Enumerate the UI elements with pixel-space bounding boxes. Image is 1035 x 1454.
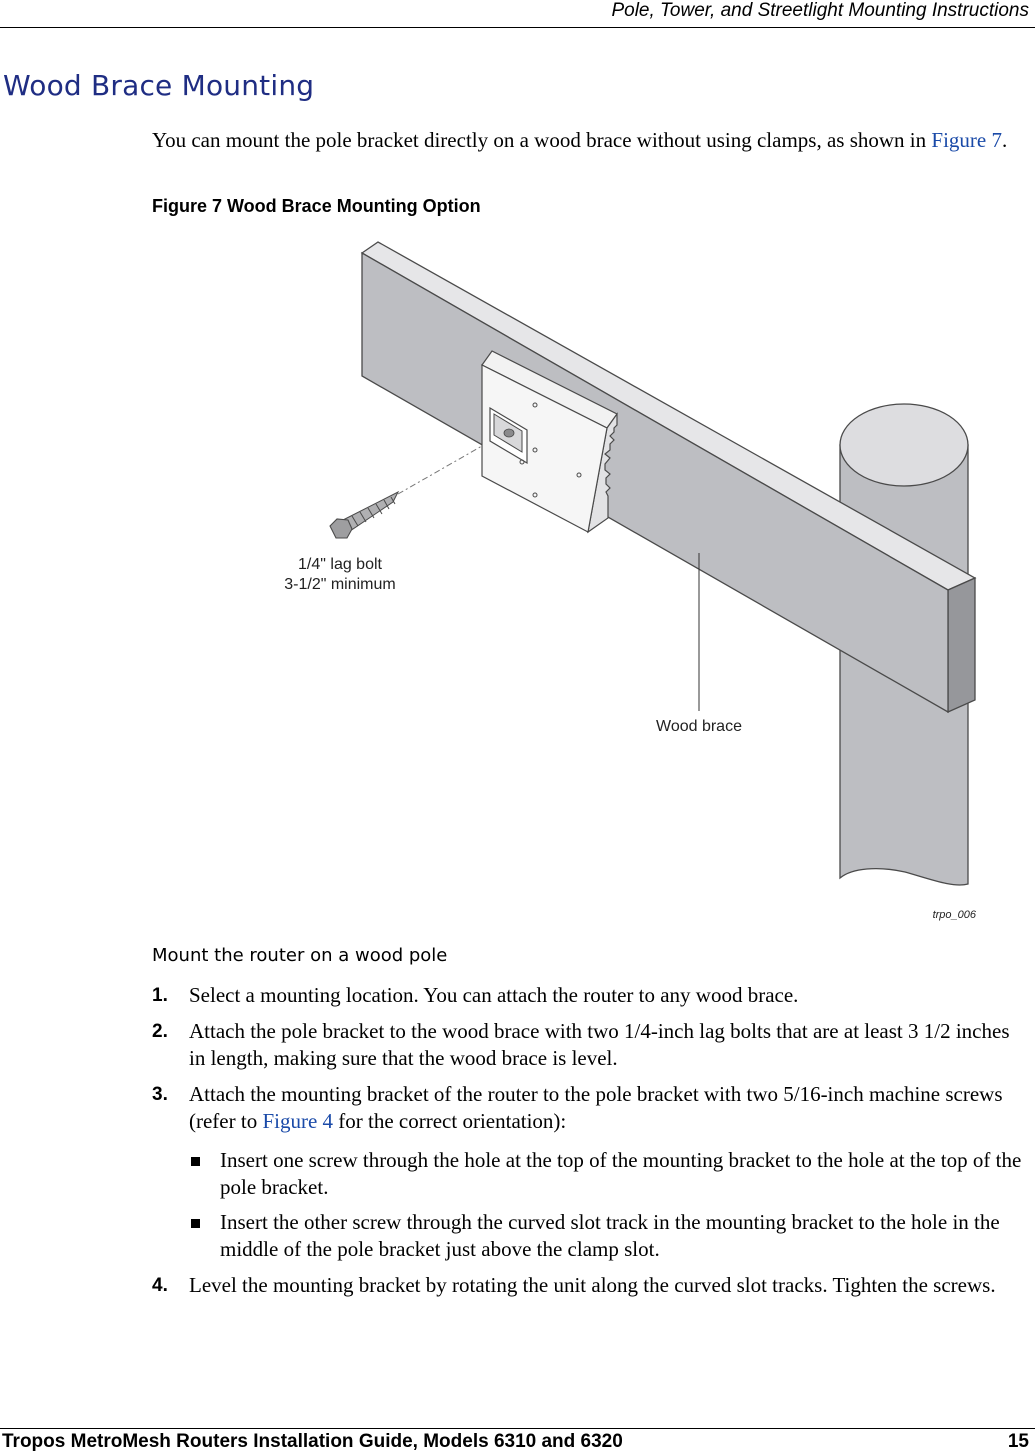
step-text-before: Attach the mounting bracket of the router to the pole bracket with two 5/16-inch machine screws (refer to xyxy=(189,1082,1003,1133)
figure-4-link[interactable]: Figure 4 xyxy=(262,1109,334,1133)
step-4 xyxy=(152,1272,1030,1299)
step-text: Level the mounting bracket by rotating the unit along the curved slot tracks. Tighten the screws. xyxy=(189,1273,996,1297)
bullet-text: Insert one screw through the hole at the top of the mounting bracket to the hole at the top of the pole bracket. xyxy=(220,1148,1022,1199)
bolt-label-line1: 1/4" lag bolt xyxy=(298,556,382,573)
bullet-item-1 xyxy=(189,1147,1031,1201)
step-3 xyxy=(152,1081,1030,1135)
bullet-item-2 xyxy=(189,1209,1031,1263)
step-number: 4. xyxy=(152,1275,168,1296)
intro-end: . xyxy=(1001,128,1008,152)
procedure-title: Mount the router on a wood pole xyxy=(152,945,448,966)
step-text xyxy=(189,1081,1030,1135)
page-number: 15 xyxy=(1007,1431,1029,1452)
intro-text: You can mount the pole bracket directly on a wood brace without using clamps, as shown in xyxy=(152,128,932,152)
wood-brace-label: Wood brace xyxy=(656,718,742,735)
step-2 xyxy=(152,1018,1030,1072)
step-number: 1. xyxy=(152,985,168,1006)
footer-title: Tropos MetroMesh Routers Installation Guide, Models 6310 and 6320 xyxy=(2,1431,623,1452)
step-text: Attach the pole bracket to the wood brace with two 1/4-inch lag bolts that are at least 3 1/2 inches in length, making sure that the wood brace is level. xyxy=(189,1019,1010,1070)
footer-rule xyxy=(0,1428,1035,1429)
running-header: Pole, Tower, and Streetlight Mounting Instructions xyxy=(611,0,1029,21)
step-text: Select a mounting location. You can attach the router to any wood brace. xyxy=(189,983,799,1007)
section-title: Wood Brace Mounting xyxy=(3,69,315,102)
figure-7-link[interactable]: Figure 7 xyxy=(931,128,1002,152)
square-bullet-icon xyxy=(191,1157,200,1166)
step-number: 3. xyxy=(152,1084,168,1105)
lag-bolt xyxy=(330,446,482,538)
figure-caption: Figure 7 Wood Brace Mounting Option xyxy=(152,196,481,216)
bolt-label-line2: 3-1/2" minimum xyxy=(284,576,396,593)
step-1 xyxy=(152,982,1030,1009)
figure-id: trpo_006 xyxy=(932,909,976,921)
square-bullet-icon xyxy=(191,1219,200,1228)
step-text-after: for the correct orientation): xyxy=(333,1109,567,1133)
step-number: 2. xyxy=(152,1021,168,1042)
bullet-text: Insert the other screw through the curved slot track in the mounting bracket to the hole in the middle of the pole bracket just above the clamp slot. xyxy=(220,1210,1000,1261)
